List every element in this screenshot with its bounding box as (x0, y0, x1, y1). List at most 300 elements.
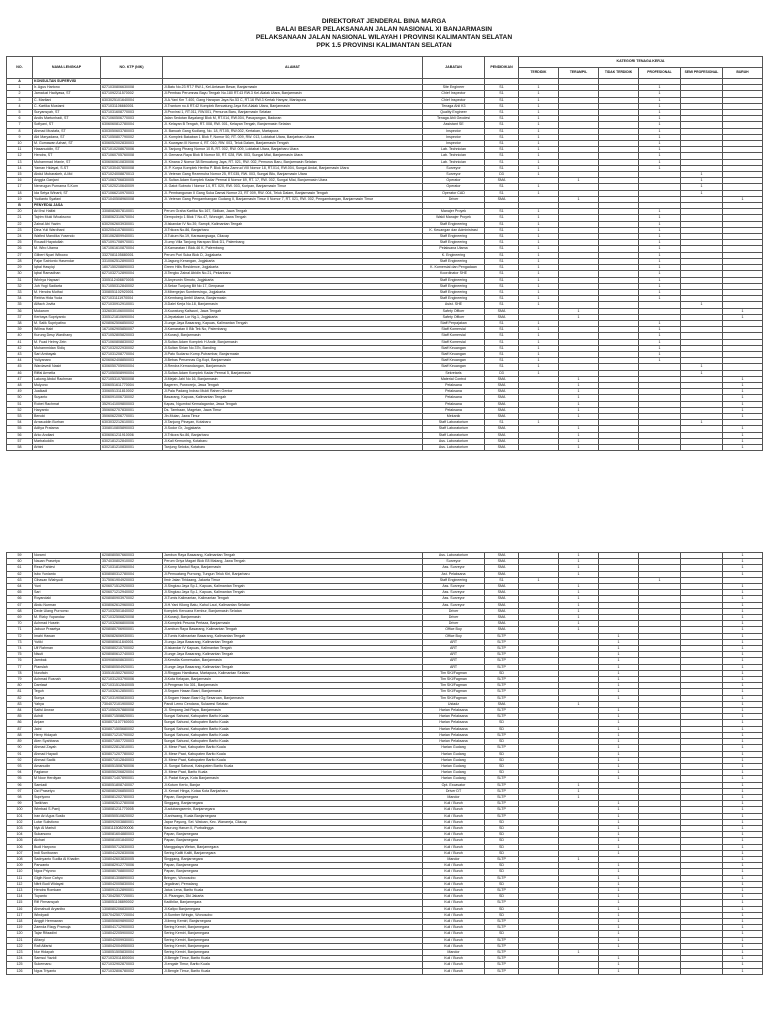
cell-buruh: 1 (723, 875, 763, 881)
cell-buruh: 1 (723, 801, 763, 807)
cell-profesional: 1 (639, 265, 681, 271)
cell-buruh: 1 (723, 943, 763, 949)
cell-no: 42 (7, 345, 33, 351)
cell-buruh: 1 (723, 856, 763, 862)
cell-no: 41 (7, 339, 33, 345)
cell-jabatan: Ass. Surveyor (423, 596, 485, 602)
cell-alamat: Perum Puri Suka Blok D, Jogjakarta (163, 252, 423, 258)
cell-nama: Nyk Al Marisil (33, 825, 101, 831)
cell-no: 94 (7, 770, 33, 776)
cell-ktp: 6371052805820003 (101, 333, 163, 339)
cell-alamat: Jl.Pemuatang Purnong, Tungun Teluk Kiri, Banjarbaru (163, 571, 423, 577)
cell-terampil: 1 (559, 389, 599, 395)
cell-pendidikan: S1 (485, 271, 519, 277)
cell-profesional: 1 (639, 345, 681, 351)
cell-nama: Kurung Desy Wardhany (33, 333, 101, 339)
cell-pendidikan: SMA (485, 432, 519, 438)
cell-terampil: 1 (559, 407, 599, 413)
cell-alamat: Gempolrejo 1 Blok 7 No.47, Wonogiri, Jawa Tengah (163, 215, 423, 221)
cell-nama: Tarikhan (33, 801, 101, 807)
col-pendidikan: PENDIDIKAN (485, 57, 519, 79)
cell-jabatan: Harian Pelaksana (423, 714, 485, 720)
cell-buruh: 1 (723, 615, 763, 621)
cell-buruh: 1 (723, 553, 763, 559)
cell-jabatan: Tenaga Ahli Geodesi (423, 116, 485, 122)
cell-terampil: 1 (559, 438, 599, 444)
table-body-part-2 (7, 553, 763, 975)
cell-semi-profesional: 1 (681, 190, 723, 196)
cell-alamat: Jl.Sngam Hasan Basri Gg Sesaruan, Banjarmasin (163, 695, 423, 701)
cell-buruh: 1 (723, 950, 763, 956)
cell-jabatan: Chief Inspector (423, 97, 485, 103)
cell-jabatan: Harian Gudang (423, 757, 485, 763)
cell-alamat: Jl.H.Yani Kilong Batu, Kahul Laut, Kalimantan Selatan (163, 602, 423, 608)
cell-terampil: 1 (559, 596, 599, 602)
cell-pendidikan: SLTP (485, 639, 519, 645)
cell-alamat: Jl. Mese Paat, Kabupaten Barito Kuala (163, 745, 423, 751)
cell-buruh: 1 (723, 602, 763, 608)
cell-pendidikan: SMA (485, 314, 519, 320)
cell-buruh: 1 (723, 689, 763, 695)
cell-semi-profesional: 1 (681, 364, 723, 370)
cell-nama: Anggit Hermawan (33, 918, 101, 924)
cell-profesional: 1 (639, 91, 681, 97)
cell-nama: Ahmad Sadik (33, 757, 101, 763)
cell-jabatan: Kuli / Buruh (423, 825, 485, 831)
cell-pendidikan: SLTP (485, 807, 519, 813)
cell-terdidik: 1 (519, 246, 559, 252)
cell-ktp: 6309080608630001 (101, 658, 163, 664)
cell-jabatan: Safety Officer (423, 308, 485, 314)
cell-buruh: 1 (723, 763, 763, 769)
cell-tidak-terdidik: 1 (599, 844, 639, 850)
cell-jabatan: Staff Keuangan (423, 351, 485, 357)
cell-nama: Gigih Noor Cahyo (33, 875, 101, 881)
col-terampil: TERAMPIL (559, 68, 599, 79)
cell-ktp: 1308081001840002 (101, 838, 163, 844)
cell-jabatan: K. Keuangan dan Administrasi (423, 227, 485, 233)
cell-alamat: Jl.Tanjung Pinayan, Kotabaru (163, 420, 423, 426)
cell-nama: Rifi Firmansyah (33, 900, 101, 906)
cell-ktp: 6371092211570002 (101, 91, 163, 97)
cell-pendidikan: S1 (485, 246, 519, 252)
cell-ktp: 6371031106660001 (101, 103, 163, 109)
cell-terampil (559, 968, 599, 974)
cell-pendidikan: SMA (485, 438, 519, 444)
cell-buruh: 1 (723, 813, 763, 819)
cell-ktp: 1308050510820002 (101, 813, 163, 819)
cell-no: 84 (7, 708, 33, 714)
cell-pendidikan: SMA (485, 584, 519, 590)
cell-alamat: Jl.Trantum no.6 RT.42 Komplek Benoatung Jaya Kel.Alalak Utara, Banjarmasin (163, 103, 423, 109)
cell-pendidikan: SMA (485, 413, 519, 419)
cell-nama: Robet Rachmat (33, 401, 101, 407)
cell-no: 86 (7, 720, 33, 726)
cell-pendidikan: SD (485, 894, 519, 900)
cell-jabatan: Lab. Technician (423, 153, 485, 159)
cell-ktp: 6371063706830005 (101, 178, 163, 184)
cell-alamat: Jl.Pala Padang Indrao Mukti Rahen Gentor (163, 389, 423, 395)
cell-ktp: 7304072101900002 (101, 701, 163, 707)
cell-ktp: 6306060610830006 (101, 159, 163, 165)
cell-alamat: Papan, Banjarnegara (163, 863, 423, 869)
cell-pendidikan: SD (485, 751, 519, 757)
cell-buruh: 1 (723, 708, 763, 714)
cell-alamat: Jl.Tumis Kalimantan Basarang, Kalimantan Tengah (163, 633, 423, 639)
cell-alamat: Jl. Simpang Jati Raya, Banjarmasin (163, 708, 423, 714)
cell-alamat: Sering Kemiri, Banjarnegara (163, 950, 423, 956)
cell-no: 99 (7, 801, 33, 807)
cell-pendidikan: S1 (485, 221, 519, 227)
cell-nama: Ngoz Priyono (33, 869, 101, 875)
cell-no: A (7, 79, 33, 85)
cell-terdidik: 1 (519, 271, 559, 277)
document-title-block (0, 18, 768, 50)
cell-nama: Aten Syahbana (33, 739, 101, 745)
cell-ktp: 6371050807790002 (101, 134, 163, 140)
cell-no: 100 (7, 807, 33, 813)
cell-no: 111 (7, 875, 33, 881)
cell-pendidikan: S1 (485, 91, 519, 97)
cell-jabatan: Staff Keuangan (423, 364, 485, 370)
cell-no: 31 (7, 277, 33, 283)
cell-ktp: 3301062809940001 (101, 234, 163, 240)
cell-pendidikan: SLTP (485, 875, 519, 881)
cell-jabatan: Ast. Pelaksana (423, 571, 485, 577)
cell-jabatan: Driver DT (423, 788, 485, 794)
cell-nama: Lutar Sulistiono (33, 819, 101, 825)
cell-ktp: 3305151502760002 (101, 670, 163, 676)
cell-no: 96 (7, 782, 33, 788)
cell-alamat: Jl.Iskandar IV No.39, Sampit, Kalimantan Tengah (163, 221, 423, 227)
cell-pendidikan: SLTP (485, 708, 519, 714)
cell-terampil: 1 (559, 444, 599, 450)
cell-terdidik (519, 444, 559, 450)
cell-nama: Cihasan Wlahyudi (33, 577, 101, 583)
cell-no: 40 (7, 333, 33, 339)
cell-jabatan: Safety Officer (423, 314, 485, 320)
cell-alamat: Jl.Kamaratan II Blk Tek No, Palembang (163, 327, 423, 333)
cell-jabatan: Kuli / Buruh (423, 925, 485, 931)
cell-tidak-terdidik: 1 (599, 708, 639, 714)
cell-nama: Ari Ihsi Halfat (33, 209, 101, 215)
personnel-table-part-1 (6, 56, 763, 451)
cell-buruh: 1 (723, 782, 763, 788)
cell-buruh: 1 (723, 832, 763, 838)
cell-terdidik: 1 (519, 370, 559, 376)
cell-no: 6 (7, 116, 33, 122)
table-row (7, 444, 763, 450)
cell-terdidik: 1 (519, 147, 559, 153)
cell-tidak-terdidik: 1 (599, 925, 639, 931)
cell-alamat: Jl. Mese Paat, Kabupaten Barito Kuala (163, 757, 423, 763)
cell-terdidik: 1 (519, 116, 559, 122)
cell-nama: Rafi Alfarisi (33, 943, 101, 949)
cell-profesional: 1 (639, 134, 681, 140)
cell-ktp: 1308081604880003 (101, 832, 163, 838)
cell-ktp: 6208080611840001 (101, 639, 163, 645)
cell-nama: Sadnyanto Sudila Al Khadim (33, 856, 101, 862)
cell-alamat: Jl. Kenari Hinga, Kotaa Kota Banjarbaru (163, 788, 423, 794)
cell-profesional: 1 (639, 97, 681, 103)
cell-nama: Ozi Prasetyo (33, 788, 101, 794)
cell-no: 48 (7, 382, 33, 388)
cell-jabatan: ART (423, 664, 485, 670)
cell-no: 43 (7, 351, 33, 357)
cell-jabatan: ART (423, 652, 485, 658)
cell-no: 14 (7, 165, 33, 171)
cell-alamat: Ilmir Jalan Tiridaang, Jakarta Timur (163, 577, 423, 583)
cell-ktp: 6308071107760003 (101, 720, 163, 726)
cell-pendidikan: SD (485, 770, 519, 776)
cell-ktp: 3307042507720004 (101, 912, 163, 918)
cell-pendidikan: SD (485, 819, 519, 825)
cell-alamat: Perum Graha Kartika No.167, Sidikan, Jawa Tengah (163, 209, 423, 215)
cell-alamat: Singgang, Banjarnegara (163, 801, 423, 807)
cell-ktp: 5171050312840002 (101, 283, 163, 289)
cell-jabatan: Kuli / Buruh (423, 918, 485, 924)
cell-pendidikan: SMA (485, 615, 519, 621)
cell-terdidik: 1 (519, 165, 559, 171)
cell-ktp: 6208062506850002 (101, 320, 163, 326)
cell-tidak-terdidik: 1 (599, 931, 639, 937)
cell-nama: PENYEDIA JASA (33, 203, 101, 209)
cell-buruh: 1 (723, 695, 763, 701)
cell-ktp: 3306051611770004 (101, 382, 163, 388)
cell-jabatan: Driver (423, 608, 485, 614)
cell-pendidikan: D3 (485, 172, 519, 178)
cell-no: 63 (7, 577, 33, 583)
cell-jabatan: Staff Engineering (423, 221, 485, 227)
cell-pendidikan: SMA (485, 621, 519, 627)
cell-nama: Herry Hidayah (33, 732, 101, 738)
cell-nama: C. Marliani (33, 97, 101, 103)
cell-terampil: 1 (559, 308, 599, 314)
cell-no: 11 (7, 147, 33, 153)
cell-no: 26 (7, 246, 33, 252)
cell-alamat: Jl.Sumber Wringin, Wonosobo (163, 912, 423, 918)
cell-buruh: 1 (723, 608, 763, 614)
cell-pendidikan: SD (485, 726, 519, 732)
cell-alamat: Sungai Sahurai, Kabupaten Barito Kuala (163, 720, 423, 726)
cell-alamat: Jambun Raya Basarang, Kalimantan Tengah (163, 553, 423, 559)
cell-nama: M. Salik Supriyatino (33, 320, 101, 326)
cell-profesional: 1 (639, 283, 681, 289)
cell-nama: Jamaluzi Hadiyasa, ST (33, 91, 101, 97)
cell-alamat: Perum Griya Magari Blok E8 Malang, Jawa Tengah (163, 559, 423, 565)
cell-pendidikan: SLTP (485, 918, 519, 924)
cell-profesional: 1 (639, 246, 681, 252)
cell-ktp: 6308071210790002 (101, 732, 163, 738)
cell-ktp: 6206071512920003 (101, 584, 163, 590)
cell-terampil: 1 (559, 565, 599, 571)
cell-alamat: Jl.Mbergejan Sumbersingu, Jogjakarta (163, 289, 423, 295)
cell-tidak-terdidik: 1 (599, 757, 639, 763)
cell-terdidik: 1 (519, 351, 559, 357)
cell-alamat: Jl. Pembangunan II Gang Suka Damai Nomor 23, RT 009, RW. 004, Teluk Dalam, Banjarmasin Tengah (163, 190, 423, 196)
cell-alamat: Sungai Sahurai, Kabupaten Barito Kuala (163, 739, 423, 745)
cell-alamat: Jl.Kamaratan I Blok.46 K, Palembang (163, 246, 423, 252)
cell-ktp: 6208080903970002 (101, 596, 163, 602)
cell-no: 125 (7, 962, 33, 968)
cell-profesional: 1 (639, 358, 681, 364)
cell-terdidik: 1 (519, 172, 559, 178)
cell-pendidikan: SLTP (485, 652, 519, 658)
cell-alamat: Kapas, Ngumbai Kemalagantar, Jawa Tengah (163, 401, 423, 407)
cell-jabatan: Manajer Proyek (423, 209, 485, 215)
cell-pendidikan: SLTP (485, 782, 519, 788)
cell-tidak-terdidik: 1 (599, 825, 639, 831)
cell-ktp: 1308081308890003 (101, 875, 163, 881)
cell-ktp: 1308051108890002 (101, 900, 163, 906)
cell-alamat: Papan, Banjarnegara (163, 869, 423, 875)
cell-buruh: 1 (723, 726, 763, 732)
cell-ktp: 1308091312890001 (101, 887, 163, 893)
cell-buruh: 1 (723, 633, 763, 639)
cell-buruh: 1 (723, 720, 763, 726)
cell-jabatan: Tim SKI/Fagman (423, 670, 485, 676)
cell-no: 122 (7, 943, 33, 949)
cell-pendidikan: S1 (485, 351, 519, 357)
cell-pendidikan: SLTP (485, 658, 519, 664)
cell-nama: Zainal Abi Yazim (33, 221, 101, 227)
cell-ktp: 6371020210640009 (101, 184, 163, 190)
cell-buruh: 1 (723, 639, 763, 645)
cell-semi-profesional: 1 (681, 178, 723, 184)
cell-pendidikan: SD (485, 757, 519, 763)
cell-nama: Hendra Romkam (33, 887, 101, 893)
cell-terampil: 1 (559, 615, 599, 621)
cell-nama: Nurufain (33, 670, 101, 676)
cell-jabatan: Operator CAD (423, 190, 485, 196)
cell-no: 113 (7, 887, 33, 893)
title-line-2: BALAI BESAR PELAKSANAAN JALAN NASIONAL XI BANJARMASIN (275, 26, 493, 33)
col-ktp: NO. KTP (NIK) (101, 57, 163, 79)
col-no: NO. (7, 57, 33, 79)
cell-jabatan: Driver (423, 615, 485, 621)
cell-nama: Muhammad Irfanie, ST (33, 159, 101, 165)
cell-pendidikan: SD (485, 838, 519, 844)
cell-tidak-terdidik: 1 (599, 881, 639, 887)
title-line-1: DIREKTORAT JENDERAL BINA MARGA (321, 18, 447, 25)
cell-nama: Norami (33, 553, 101, 559)
cell-no: 117 (7, 912, 33, 918)
cell-alamat: Jl.Tengku Zainal Abidin No.21, Pekanbaru (163, 271, 423, 277)
cell-alamat: Sungai Sahurai, Kabupaten Barito Kuala (163, 714, 423, 720)
cell-alamat: Jl. Mese Paat, Kabupaten Barito Kuala (163, 751, 423, 757)
cell-jabatan: Kuli / Buruh (423, 875, 485, 881)
cell-alamat: Jl.Sngam Hasan Basri, Banjarmasin (163, 689, 423, 695)
cell-ktp: 6271032712890004 (101, 271, 163, 277)
cell-nama: Benoki (33, 413, 101, 419)
cell-pendidikan: S1 (485, 209, 519, 215)
cell-no: 50 (7, 395, 33, 401)
cell-jabatan: Staff Laboratorium (423, 426, 485, 432)
cell-no: 97 (7, 788, 33, 794)
cell-ktp: 6308050206820004 (101, 770, 163, 776)
cell-tidak-terdidik: 1 (599, 720, 639, 726)
cell-alamat: Jl.unge Jaya Basarang, Kapuas, Kalimantan Tengah (163, 320, 423, 326)
cell-profesional: 1 (639, 277, 681, 283)
cell-pendidikan: SLTP (485, 956, 519, 962)
cell-alamat: Jl.Bengle Timur, Barito Kuala (163, 968, 423, 974)
cell-nama: Arbini (33, 444, 101, 450)
cell-tidak-terdidik: 1 (599, 689, 639, 695)
cell-ktp: 6306052002830003 (101, 141, 163, 147)
cell-ktp: 1308081211770005 (101, 807, 163, 813)
cell-pendidikan: S1 (485, 339, 519, 345)
cell-nama: Ir. Agus Hartono (33, 85, 101, 91)
cell-buruh: 1 (723, 794, 763, 800)
cell-buruh: 1 (723, 584, 763, 590)
cell-buruh: 1 (723, 844, 763, 850)
cell-no: 1 (7, 85, 33, 91)
cell-tidak-terdidik: 1 (599, 956, 639, 962)
cell-nama: Rouadi Hayatullah (33, 240, 101, 246)
col-tidak-terdidik: TIDAK TERDIDIK (599, 68, 639, 79)
cell-terdidik: 1 (519, 190, 559, 196)
cell-jabatan: Site Engineer (423, 85, 485, 91)
cell-tidak-terdidik: 1 (599, 658, 639, 664)
cell-pendidikan: SLTP (485, 950, 519, 956)
cell-buruh: 1 (723, 701, 763, 707)
cell-no: 98 (7, 794, 33, 800)
cell-terampil: 1 (559, 426, 599, 432)
cell-ktp: 6308051808740007 (101, 782, 163, 788)
cell-tidak-terdidik: 1 (599, 770, 639, 776)
cell-terampil: 1 (559, 395, 599, 401)
cell-nama: Winhya Hapsari (33, 277, 101, 283)
col-terdidik: TERDIDIK (519, 68, 559, 79)
cell-no: 87 (7, 726, 33, 732)
cell-jabatan: Material Control (423, 376, 485, 382)
cell-tidak-terdidik: 1 (599, 739, 639, 745)
cell-no: 83 (7, 701, 33, 707)
cell-pendidikan: SLTP (485, 794, 519, 800)
cell-pendidikan: SMA (485, 590, 519, 596)
cell-ktp: 1671062905850007 (101, 327, 163, 333)
cell-alamat: Jl. Komplek Bakaban 1 Blok F, Nomor 50, RT. 009, RW. 013, Loktabat Utara, Banjarbaru Utara (163, 134, 423, 140)
cell-ktp: 3574030802910002 (101, 559, 163, 565)
cell-no: 67 (7, 602, 33, 608)
cell-pendidikan: SLTP (485, 962, 519, 968)
cell-nama: Wardavedi Nasiri (33, 364, 101, 370)
cell-ktp: 1807150208890003 (101, 265, 163, 271)
cell-no: 82 (7, 695, 33, 701)
cell-pendidikan: SLTP (485, 633, 519, 639)
cell-terdidik: 1 (519, 327, 559, 333)
cell-jabatan: K. Engineering (423, 252, 485, 258)
cell-alamat: Jl.adubangsemin, Banjarnegara (163, 807, 423, 813)
cell-alamat: Sungai Sahurai, Kabupaten Barito Kuala (163, 726, 423, 732)
cell-pendidikan: SD (485, 825, 519, 831)
cell-nama: Suryansyah, ST (33, 110, 101, 116)
cell-profesional: 1 (639, 147, 681, 153)
cell-ktp: 6371024008870013 (101, 172, 163, 178)
cell-no: 35 (7, 302, 33, 308)
cell-ktp: 1308050712830003 (101, 844, 163, 850)
cell-profesional: 1 (639, 215, 681, 221)
cell-ktp: 6206082606930001 (101, 633, 163, 639)
cell-no: 54 (7, 420, 33, 426)
cell-alamat: Jl.engale Timur, Barito Kuala (163, 962, 423, 968)
cell-ktp: 6271053107800008 (101, 376, 163, 382)
cell-alamat: Ds. Tambaan, Magetan, Jawa Timur (163, 407, 423, 413)
cell-alamat: Jl. Pisangan, Dki Jakarta (163, 894, 423, 900)
cell-nama: Jaini (33, 726, 101, 732)
cell-jabatan: ART (423, 658, 485, 664)
cell-jabatan: Staff Komersial (423, 327, 485, 333)
